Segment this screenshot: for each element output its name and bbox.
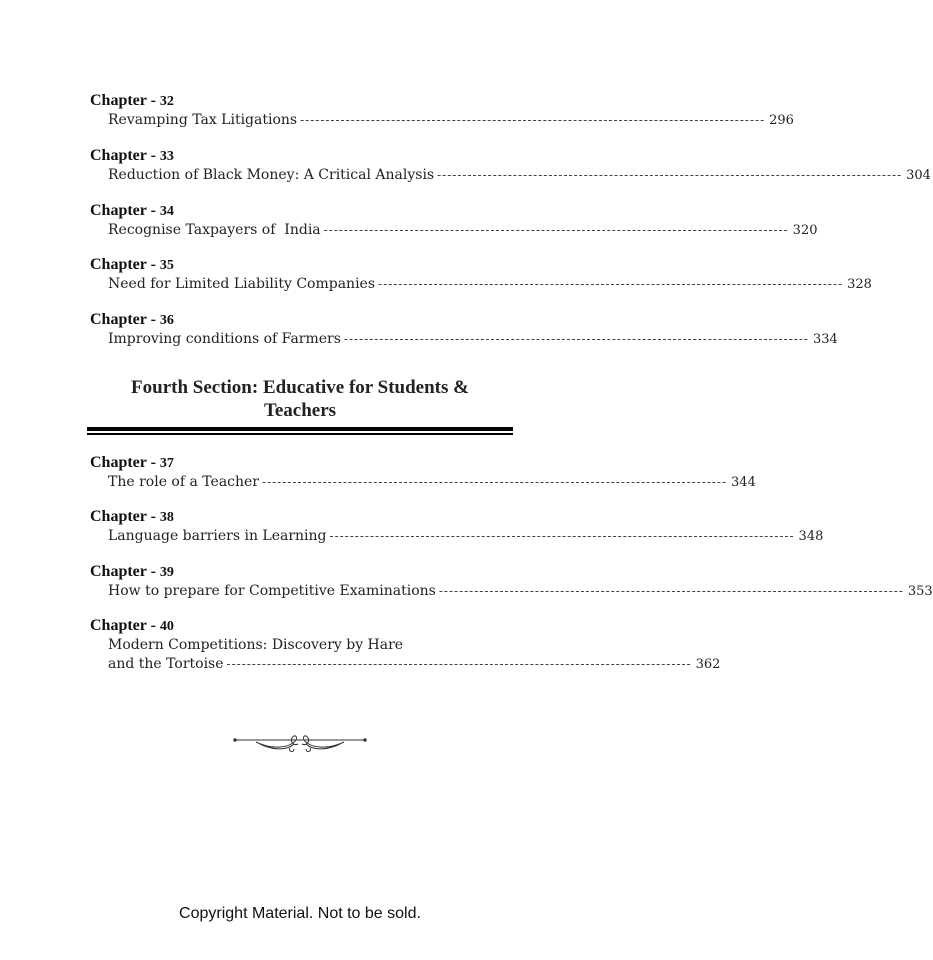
chapter-label: Chapter - 38 [90, 508, 174, 525]
page-number: 348 [798, 529, 824, 544]
toc-entry[interactable] [90, 311, 838, 349]
section-rule-thick [87, 427, 513, 431]
toc-entry[interactable] [90, 202, 818, 240]
chapter-title-line [90, 111, 794, 130]
copyright-footer: Copyright Material. Not to be sold. [179, 905, 421, 922]
chapter-title: Need for Limited Liability Companies [108, 276, 376, 292]
chapter-title-line [90, 275, 872, 294]
chapter-title: and the Tortoise [108, 656, 224, 672]
toc-entry[interactable] [90, 563, 933, 601]
dot-leader: -------------------------------------------------------------------------------------------- [437, 168, 903, 182]
dot-leader: -------------------------------------------------------------------------------------------- [300, 113, 766, 127]
chapter-title-line [90, 582, 933, 601]
chapter-title-line [90, 527, 824, 546]
dot-leader: -------------------------------------------------------------------------------------------- [226, 657, 692, 671]
page-number: 304 [906, 168, 931, 183]
dot-leader: -------------------------------------------------------------------------------------------- [438, 584, 904, 598]
page-number: 328 [847, 277, 872, 292]
chapter-title-line1: Modern Competitions: Discovery by Hare [108, 637, 404, 653]
dot-leader: -------------------------------------------------------------------------------------------- [343, 332, 809, 346]
page-number: 362 [695, 657, 721, 672]
chapter-label: Chapter - 32 [90, 92, 174, 109]
dot-leader: -------------------------------------------------------------------------------------------- [329, 529, 795, 543]
chapter-label: Chapter - 33 [90, 147, 174, 164]
chapter-label: Chapter - 40 [90, 617, 174, 634]
dot-leader: -------------------------------------------------------------------------------------------- [323, 223, 789, 237]
chapter-title: Improving conditions of Farmers [108, 331, 341, 347]
dot-leader: -------------------------------------------------------------------------------------------- [262, 475, 728, 489]
toc-entry[interactable] [90, 617, 721, 674]
section-rule-thin [87, 433, 513, 435]
chapter-title-line [90, 473, 756, 492]
chapter-label: Chapter - 37 [90, 454, 174, 471]
section-heading-line1: Fourth Section: Educative for Students & [131, 377, 469, 398]
chapter-label: Chapter - 35 [90, 256, 174, 273]
toc-entry[interactable] [90, 508, 824, 546]
page-number: 296 [769, 113, 794, 128]
section-heading [90, 376, 510, 422]
chapter-label: Chapter - 36 [90, 311, 174, 328]
page-number: 344 [731, 475, 756, 490]
page-number: 353 [907, 584, 933, 599]
section-heading-line2: Teachers [263, 400, 337, 421]
page-number: 320 [792, 223, 818, 238]
chapter-title: How to prepare for Competitive Examinations [108, 583, 436, 599]
toc-entry[interactable] [90, 147, 931, 185]
chapter-title: Reduction of Black Money: A Critical Analysis [108, 167, 435, 183]
toc-entry[interactable] [90, 256, 872, 294]
toc-entry[interactable] [90, 454, 756, 492]
chapter-title: The role of a Teacher [108, 474, 259, 490]
chapter-label: Chapter - 39 [90, 563, 174, 580]
chapter-title-line [90, 166, 931, 185]
chapter-title-line [90, 221, 818, 240]
chapter-title-line [90, 330, 838, 349]
chapter-title: Language barriers in Learning [108, 528, 327, 544]
chapter-title-line [90, 655, 721, 674]
page-number: 334 [812, 332, 838, 347]
toc-entry[interactable] [90, 92, 794, 130]
chapter-title: Revamping Tax Litigations [108, 112, 298, 128]
chapter-title: Recognise Taxpayers of India [108, 222, 321, 238]
flourish-divider-icon [232, 732, 368, 754]
dot-leader: -------------------------------------------------------------------------------------------- [378, 277, 844, 291]
chapter-label: Chapter - 34 [90, 202, 174, 219]
